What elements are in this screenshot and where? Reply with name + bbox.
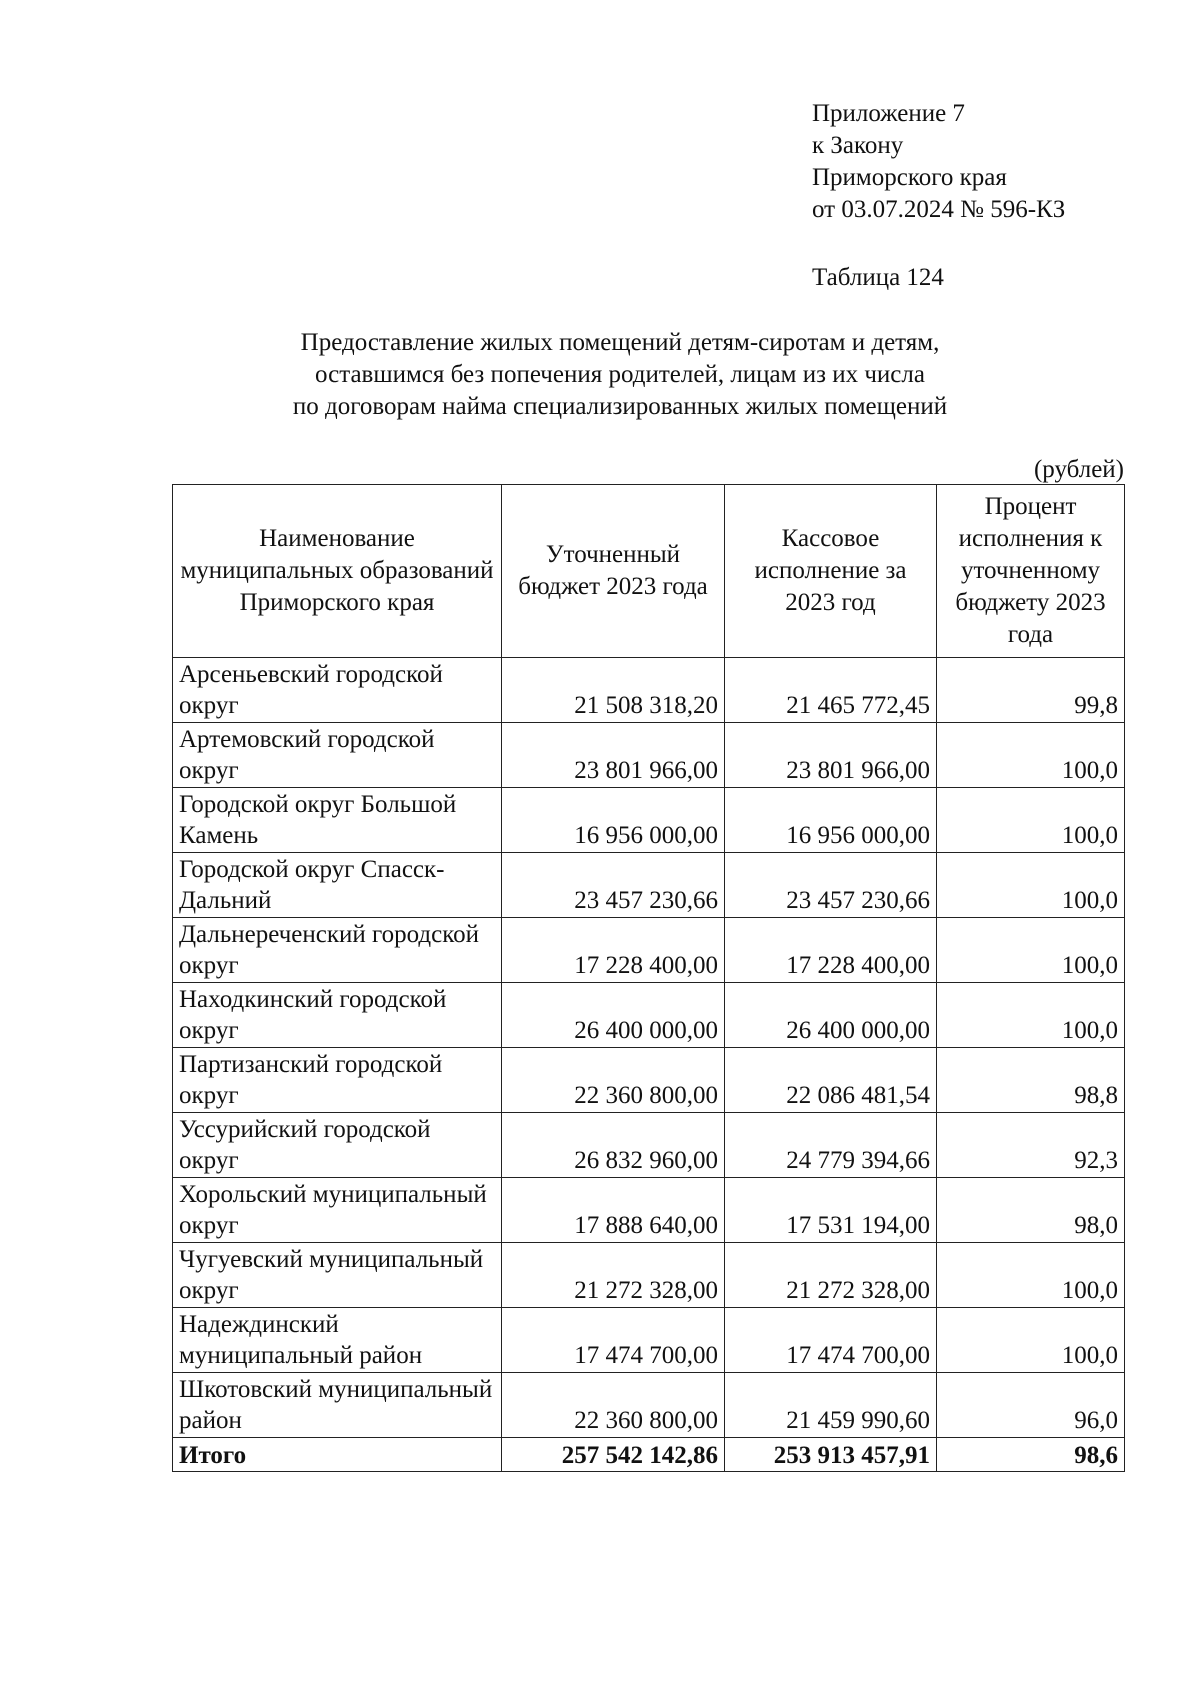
execution-value: 24 779 394,66 — [725, 1113, 937, 1178]
table-row — [173, 658, 1125, 723]
municipality-name: Уссурийский городской округ — [173, 1113, 502, 1178]
percent-value: 99,8 — [937, 658, 1125, 723]
execution-value: 17 531 194,00 — [725, 1178, 937, 1243]
percent-value: 100,0 — [937, 918, 1125, 983]
execution-value: 21 272 328,00 — [725, 1243, 937, 1308]
budget-value: 21 508 318,20 — [502, 658, 725, 723]
execution-value: 21 465 772,45 — [725, 658, 937, 723]
header-percent: Процент исполнения к уточненному бюджету 2023 года — [937, 485, 1125, 658]
budget-value: 17 474 700,00 — [502, 1308, 725, 1373]
percent-value: 100,0 — [937, 983, 1125, 1048]
units-label: (рублей) — [1033, 456, 1124, 483]
municipality-name: Партизанский городской округ — [173, 1048, 502, 1113]
title-line: Предоставление жилых помещений детям-сиротам и детям, — [300, 329, 940, 356]
percent-value: 100,0 — [937, 788, 1125, 853]
percent-value: 96,0 — [937, 1373, 1125, 1438]
execution-value: 16 956 000,00 — [725, 788, 937, 853]
percent-value: 100,0 — [937, 1308, 1125, 1373]
table-row — [173, 918, 1125, 983]
municipality-name: Надеждинский муниципальный район — [173, 1308, 502, 1373]
budget-value: 17 228 400,00 — [502, 918, 725, 983]
budget-value: 26 832 960,00 — [502, 1113, 725, 1178]
municipality-name: Городской округ Большой Камень — [173, 788, 502, 853]
execution-value: 23 801 966,00 — [725, 723, 937, 788]
percent-value: 100,0 — [937, 723, 1125, 788]
execution-value: 23 457 230,66 — [725, 853, 937, 918]
execution-value: 22 086 481,54 — [725, 1048, 937, 1113]
total-row — [173, 1438, 1125, 1472]
execution-value: 26 400 000,00 — [725, 983, 937, 1048]
table-row — [173, 1113, 1125, 1178]
total-percent: 98,6 — [937, 1438, 1125, 1472]
municipality-name: Артемовский городской округ — [173, 723, 502, 788]
table-row — [173, 853, 1125, 918]
execution-value: 21 459 990,60 — [725, 1373, 937, 1438]
table-row — [173, 1048, 1125, 1113]
table-header-row — [173, 485, 1125, 658]
table-row — [173, 983, 1125, 1048]
execution-value: 17 228 400,00 — [725, 918, 937, 983]
municipality-name: Городской округ Спасск-Дальний — [173, 853, 502, 918]
municipality-name: Хорольский муниципальный округ — [173, 1178, 502, 1243]
percent-value: 100,0 — [937, 853, 1125, 918]
appendix-reference — [812, 98, 1065, 226]
table-row — [173, 1178, 1125, 1243]
table-row — [173, 1308, 1125, 1373]
total-budget: 257 542 142,86 — [502, 1438, 725, 1472]
budget-value: 21 272 328,00 — [502, 1243, 725, 1308]
header-execution: Кассовое исполнение за 2023 год — [725, 485, 937, 658]
table-row — [173, 723, 1125, 788]
header-budget: Уточненный бюджет 2023 года — [502, 485, 725, 658]
execution-value: 17 474 700,00 — [725, 1308, 937, 1373]
table-row — [173, 1243, 1125, 1308]
total-label: Итого — [173, 1438, 502, 1472]
title-line: по договорам найма специализированных жилых помещений — [292, 393, 948, 420]
budget-value: 17 888 640,00 — [502, 1178, 725, 1243]
percent-value: 98,8 — [937, 1048, 1125, 1113]
budget-value: 16 956 000,00 — [502, 788, 725, 853]
appendix-line: Приложение 7 — [812, 100, 965, 127]
budget-value: 22 360 800,00 — [502, 1373, 725, 1438]
document-title — [230, 327, 1010, 423]
table-number: Таблица 124 — [812, 264, 944, 291]
budget-table — [172, 484, 1125, 1472]
municipality-name: Находкинский городской округ — [173, 983, 502, 1048]
table-row — [173, 788, 1125, 853]
header-municipality: Наименование муниципальных образований Приморского края — [173, 485, 502, 658]
percent-value: 100,0 — [937, 1243, 1125, 1308]
municipality-name: Арсеньевский городской округ — [173, 658, 502, 723]
title-line: оставшимся без попечения родителей, лицам из их числа — [315, 361, 925, 388]
budget-value: 23 457 230,66 — [502, 853, 725, 918]
municipality-name: Шкотовский муниципальный район — [173, 1373, 502, 1438]
budget-value: 26 400 000,00 — [502, 983, 725, 1048]
budget-value: 22 360 800,00 — [502, 1048, 725, 1113]
municipality-name: Чугуевский муниципальный округ — [173, 1243, 502, 1308]
percent-value: 92,3 — [937, 1113, 1125, 1178]
appendix-line: Приморского края — [812, 164, 1007, 191]
total-execution: 253 913 457,91 — [725, 1438, 937, 1472]
budget-value: 23 801 966,00 — [502, 723, 725, 788]
municipality-name: Дальнереченский городской округ — [173, 918, 502, 983]
appendix-line: к Закону — [812, 132, 904, 159]
appendix-line: от 03.07.2024 № 596-КЗ — [812, 196, 1066, 223]
percent-value: 98,0 — [937, 1178, 1125, 1243]
table-row — [173, 1373, 1125, 1438]
